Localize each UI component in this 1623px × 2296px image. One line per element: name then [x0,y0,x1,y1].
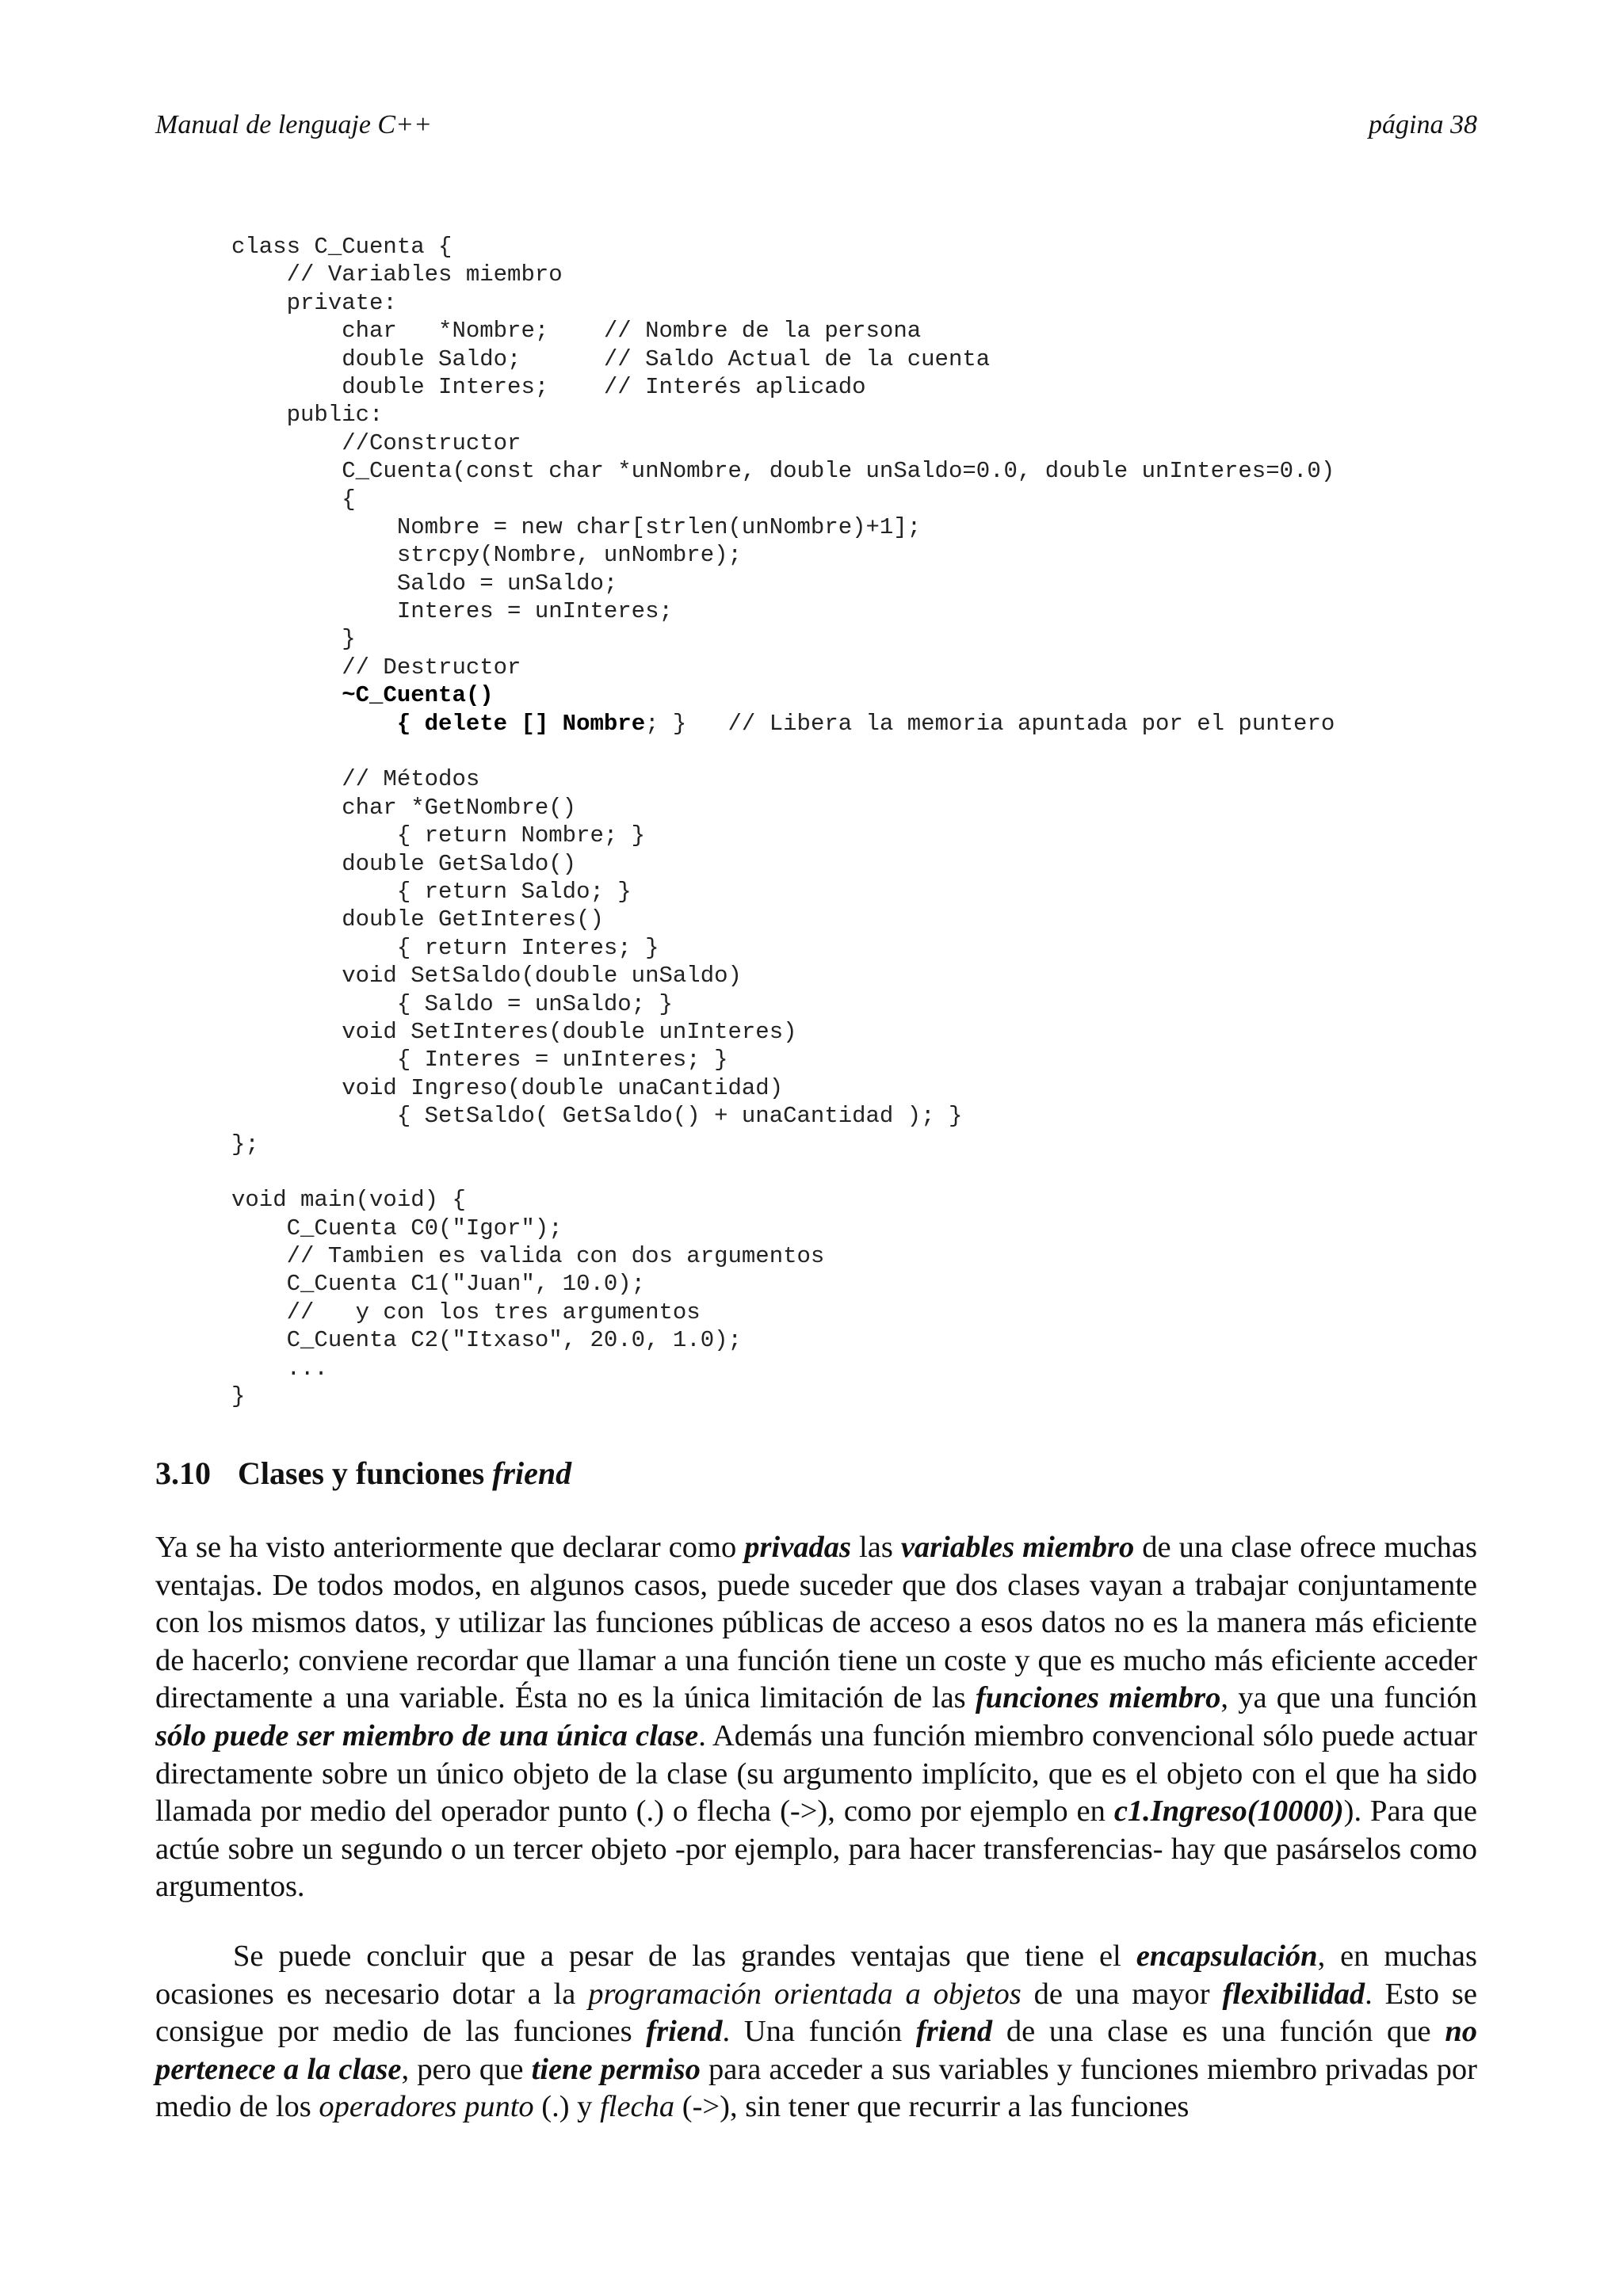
code-line [231,1131,1579,1158]
text-run: Se puede concluir que a pesar de las grandes ventajas que tiene el [233,1939,1136,1973]
code-segment: { SetSaldo( GetSaldo() + unaCantidad ); } [231,1103,963,1130]
code-segment: // Métodos [231,766,480,793]
code-segment: // Tambien es valida con dos argumentos [231,1243,825,1270]
page-header [155,109,1477,141]
code-segment: // Destructor [231,654,521,681]
text-run: para acceder a sus variables y funciones miembro privadas por medio de los [155,2052,1477,2124]
code-line [231,1299,1579,1326]
emphasis-bold-italic: funciones miembro [975,1681,1221,1715]
code-line [231,990,1579,1018]
code-segment: // Variables miembro [231,261,563,288]
code-line [231,822,1579,849]
text-run: , pero que [401,2052,532,2086]
code-segment: char *Nombre; // Nombre de la persona [231,318,922,345]
code-line [231,429,1579,457]
code-segment: void Ingreso(double unaCantidad) [231,1074,784,1101]
code-segment: char *GetNombre() [231,794,577,821]
code-segment: void SetInteres(double unInteres) [231,1018,797,1045]
code-line [231,289,1579,317]
code-line [231,1046,1579,1074]
code-line [231,906,1579,933]
code-line [231,738,1579,765]
code-segment [231,711,397,737]
code-segment: C_Cuenta(const char *unNombre, double unSaldo=0.0, double unInteres=0.0) [231,458,1335,485]
code-line [231,1355,1579,1383]
emphasis-italic: operadores punto [319,2090,534,2124]
emphasis-bold-italic: friend [915,2015,993,2049]
text-run: (.) y [533,2090,601,2124]
code-segment: // y con los tres argumentos [231,1299,701,1325]
code-line [231,625,1579,653]
emphasis-bold-italic: sólo puede ser miembro de una única clase [155,1718,699,1753]
text-run: de una clase es una función que [992,2015,1445,2049]
code-segment: double GetSaldo() [231,850,577,877]
code-segment: double Interes; // Interés aplicado [231,373,866,400]
text-run: . Esto se consigue por medio de las funciones [155,1977,1477,2049]
text-run: las [851,1531,901,1564]
code-line [231,1383,1579,1410]
code-line [231,794,1579,822]
code-segment: private: [231,289,397,316]
code-line [231,345,1579,373]
code-line [231,1242,1579,1270]
code-segment: C_Cuenta C2("Itxaso", 20.0, 1.0); [231,1327,742,1354]
code-line [231,681,1579,709]
code-line [231,710,1579,738]
text-run: (->), sin tener que recurrir a las funciones [674,2090,1190,2124]
code-segment: void SetSaldo(double unSaldo) [231,963,742,990]
code-line [231,513,1579,541]
text-run: de una mayor [1021,1977,1223,2011]
code-segment: ... [231,1355,328,1382]
code-segment: C_Cuenta C0("Igor"); [231,1215,563,1241]
code-block [231,233,1579,1410]
code-line [231,401,1579,429]
emphasis-bold-italic: variables miembro [900,1531,1135,1564]
emphasis-bold-italic: encapsulación [1136,1939,1318,1973]
section-title: Clases y funciones [238,1455,493,1491]
code-line [231,765,1579,793]
emphasis-italic: programación orientada a objetos [588,1977,1022,2011]
code-segment: Nombre = new char[strlen(unNombre)+1]; [231,513,922,540]
text-run: . Una función [722,2015,916,2049]
code-line [231,570,1579,597]
section-heading [155,1455,571,1493]
code-segment: } [231,1383,246,1410]
emphasis-bold-italic: tiene permiso [531,2052,701,2086]
code-line [231,878,1579,906]
text-run: de una clase ofrece muchas ventajas. De todos modos, en algunos casos, puede suceder que dos clases vayan a trabajar conjuntamente con los mismos datos, y utilizar las funciones públicas de acceso a esos datos no es la manera más eficiente de hacerlo; conviene recordar que llamar a una función tiene un coste y que es mucho más eficiente acceder directamente a una variable. Ésta no es la única limitación de las [155,1531,1477,1715]
code-segment [231,682,342,708]
code-line [231,1074,1579,1102]
emphasis-bold-italic: privadas [744,1531,852,1564]
header-page-number: página 38 [1369,110,1477,139]
code-line [231,850,1579,878]
text-run: ). Para que actúe sobre un segundo o un tercer objeto -por ejemplo, para hacer transferencias- hay que pasárselos como argumentos. [155,1794,1478,1904]
code-segment: Saldo = unSaldo; [231,570,618,597]
code-segment: //Constructor [231,429,521,456]
emphasis-bold-italic: friend [646,2015,723,2049]
code-segment: { [231,486,356,513]
paragraph-1 [155,1529,1477,1906]
code-segment: } [231,626,356,653]
code-line [231,1215,1579,1242]
code-segment: class C_Cuenta { [231,234,453,260]
code-segment: void main(void) { [231,1187,466,1214]
code-segment: strcpy(Nombre, unNombre); [231,542,742,569]
code-segment: { return Interes; } [231,934,659,961]
code-line [231,1270,1579,1298]
code-segment: Interes = unInteres; [231,598,673,625]
code-line [231,486,1579,513]
code-line [231,373,1579,401]
emphasis-bold-italic: flexibilidad [1222,1977,1365,2011]
code-line [231,1186,1579,1214]
emphasis-bold-italic: c1.Ingreso(10000) [1113,1794,1344,1829]
text-run: , ya que una función [1220,1681,1478,1715]
code-segment: { return Saldo; } [231,878,632,905]
code-segment: { Saldo = unSaldo; } [231,990,673,1017]
code-segment: double Saldo; // Saldo Actual de la cuenta [231,345,991,372]
section-title-italic: friend [492,1455,572,1491]
code-line [231,317,1579,345]
code-line [231,1158,1579,1186]
code-line [231,1018,1579,1046]
code-line [231,597,1579,625]
code-bold-segment: { delete [] Nombre [396,710,646,737]
code-bold-segment: ~C_Cuenta() [342,682,494,709]
code-segment: public: [231,402,384,429]
code-segment: C_Cuenta C1("Juan", 10.0); [231,1271,646,1298]
code-line [231,1326,1579,1354]
code-line [231,1102,1579,1130]
emphasis-italic: flecha [600,2090,675,2124]
code-line [231,654,1579,681]
code-line [231,934,1579,962]
code-segment: { return Nombre; } [231,822,646,849]
text-run: . Además una función miembro convencional sólo puede actuar directamente sobre un único objeto de la clase (su argumento implícito, que es el objeto con el que ha sido llamada por medio del operador punto (.) o flecha (->), como por ejemplo en [155,1718,1477,1829]
code-line [231,261,1579,288]
code-line [231,962,1579,990]
emphasis-bold-italic: no pertenece a la clase [155,2015,1477,2086]
section-number: 3.10 [155,1455,211,1491]
header-title: Manual de lenguaje C++ [155,110,432,139]
code-segment: }; [231,1131,259,1158]
code-line [231,541,1579,569]
code-segment: double GetInteres() [231,906,604,933]
code-line [231,457,1579,485]
code-segment: { Interes = unInteres; } [231,1047,728,1074]
text-run: Ya se ha visto anteriormente que declarar como [155,1531,745,1564]
code-line [231,233,1579,261]
code-segment: ; } // Libera la memoria apuntada por el puntero [645,710,1335,737]
paragraph-2 [155,1938,1477,2126]
text-run: , en muchas ocasiones es necesario dotar a la [155,1939,1477,2011]
